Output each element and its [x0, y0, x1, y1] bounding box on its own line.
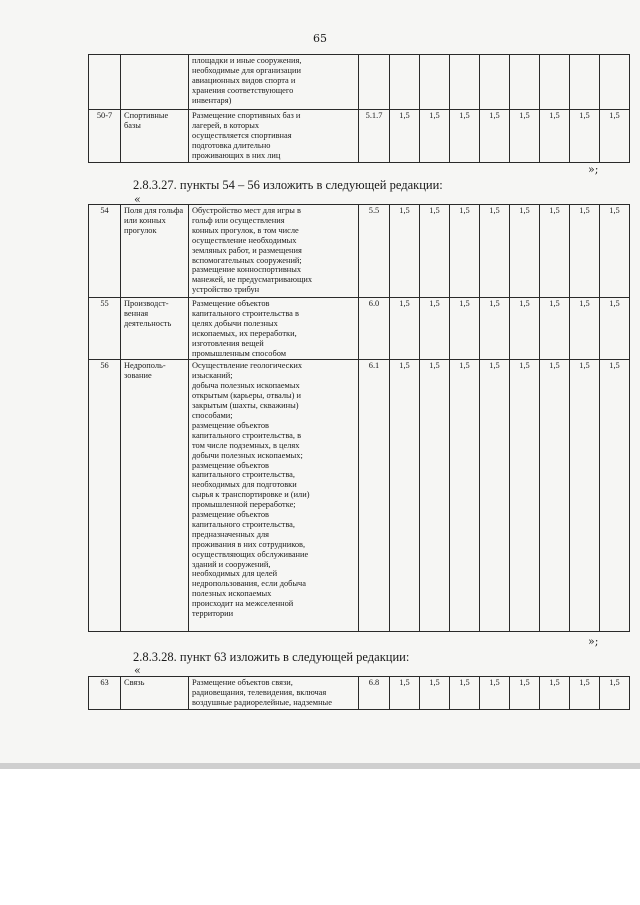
description-line: Осуществление геологических — [192, 361, 303, 371]
description-line: добычи полезных ископаемых; — [192, 450, 303, 460]
coefficient-cell: 1,5 — [480, 205, 510, 298]
description-line: устройство трибун — [192, 285, 260, 295]
description-line: Размещение объектов — [192, 299, 270, 308]
item-name — [121, 55, 189, 110]
description-line: размещение конноспортивных — [192, 265, 302, 275]
item-code: 5.1.7 — [359, 110, 390, 163]
coefficient-cell: 1,5 — [390, 110, 420, 163]
page-number: 65 — [313, 32, 327, 45]
description-line: целях добычи полезных — [192, 318, 278, 328]
coefficient-cell: 1,5 — [390, 298, 420, 360]
item-number: 54 — [89, 205, 121, 298]
coefficient-cell — [450, 55, 480, 110]
item-number: 56 — [89, 360, 121, 632]
table-row — [89, 110, 630, 163]
description-line: необходимые для организации — [192, 65, 301, 75]
description-line: капитального строительства, — [192, 519, 295, 529]
description-line: вспомогательных сооружений; — [192, 255, 302, 265]
item-code: 5.5 — [359, 205, 390, 298]
item-number: 55 — [89, 298, 121, 360]
description-line: осуществляющих обслуживание — [192, 549, 309, 559]
description-line: капитального строительства, в — [192, 430, 302, 440]
table-row — [89, 55, 630, 110]
table-row — [89, 205, 630, 298]
section-heading: 2.8.3.27. пункты 54 – 56 изложить в следующей редакции: — [133, 178, 443, 192]
description-line: открытым (карьеры, отвалы) и — [192, 391, 302, 401]
description-line: площадки и иные сооружения, — [192, 56, 302, 65]
description-line: радиовещания, телевидения, включая — [192, 687, 327, 697]
description-line: размещение объектов — [192, 510, 269, 520]
coefficient-cell — [420, 55, 450, 110]
coefficient-cell: 1,5 — [480, 110, 510, 163]
coefficient-cell: 1,5 — [600, 677, 630, 710]
item-name: Поля для гольфа или конных прогулок — [121, 205, 189, 298]
coefficient-cell: 1,5 — [510, 205, 540, 298]
item-description — [189, 677, 359, 710]
coefficient-cell: 1,5 — [540, 677, 570, 710]
closing-quote: »; — [588, 635, 599, 648]
coefficient-cell — [570, 55, 600, 110]
opening-quote: « — [134, 664, 141, 677]
coefficient-cell: 1,5 — [600, 360, 630, 632]
item-name: Производст-венная деятельность — [121, 298, 189, 360]
item-name: Связь — [121, 677, 189, 710]
description-line: проживающих в них лиц — [192, 150, 281, 160]
item-description — [189, 298, 359, 360]
description-line: гольф или осуществления — [192, 215, 285, 225]
description-line: промышленным способом — [192, 348, 287, 358]
description-line: изготовления вещей — [192, 338, 264, 348]
item-description — [189, 205, 359, 298]
description-line: Размещение объектов связи, — [192, 678, 293, 687]
description-line: капитального строительства, — [192, 470, 295, 480]
coefficient-cell: 1,5 — [420, 110, 450, 163]
scan-edge — [0, 763, 640, 769]
coefficient-cell — [510, 55, 540, 110]
coefficient-cell: 1,5 — [570, 360, 600, 632]
table-row — [89, 677, 630, 710]
coefficient-cell: 1,5 — [510, 110, 540, 163]
coefficient-cell: 1,5 — [540, 360, 570, 632]
coefficient-cell: 1,5 — [450, 360, 480, 632]
description-line: осуществляется спортивная — [192, 130, 292, 140]
description-line: конных прогулок, в том числе — [192, 225, 299, 235]
description-line: Размещение спортивных баз и — [192, 111, 301, 120]
description-line: размещение объектов — [192, 420, 269, 430]
coefficient-cell: 1,5 — [570, 205, 600, 298]
coefficient-cell: 1,5 — [510, 677, 540, 710]
description-line: лагерей, в которых — [192, 120, 260, 130]
coefficient-cell: 1,5 — [480, 298, 510, 360]
description-line: происходит на межселенной — [192, 599, 294, 609]
coefficient-cell — [600, 55, 630, 110]
table-row — [89, 298, 630, 360]
coefficient-cell — [390, 55, 420, 110]
coefficient-cell: 1,5 — [480, 677, 510, 710]
item-code: 6.8 — [359, 677, 390, 710]
description-line: необходимых для целей — [192, 569, 278, 579]
description-line: воздушные радиорелейные, надземные — [192, 697, 332, 707]
description-line: добыча полезных ископаемых — [192, 381, 300, 391]
coefficient-cell: 1,5 — [540, 110, 570, 163]
coefficient-cell: 1,5 — [570, 110, 600, 163]
description-line: сырья к транспортировке и (или) — [192, 490, 310, 500]
coefficient-cell: 1,5 — [450, 110, 480, 163]
item-number: 50-7 — [89, 110, 121, 163]
coefficient-cell: 1,5 — [420, 298, 450, 360]
description-line: том числе подземных, в целях — [192, 440, 300, 450]
coefficient-cell: 1,5 — [570, 298, 600, 360]
section-heading: 2.8.3.28. пункт 63 изложить в следующей редакции: — [133, 650, 410, 664]
description-line: изысканий; — [192, 371, 233, 381]
description-line: способами; — [192, 410, 233, 420]
description-line: зданий и сооружений, — [192, 559, 271, 569]
coefficient-cell: 1,5 — [390, 677, 420, 710]
coefficient-cell: 1,5 — [510, 298, 540, 360]
table-items-54-56 — [88, 204, 630, 632]
coefficient-cell: 1,5 — [540, 298, 570, 360]
coefficient-cell: 1,5 — [420, 677, 450, 710]
description-line: осуществление необходимых — [192, 235, 297, 245]
description-line: проживания в них сотрудников, — [192, 539, 306, 549]
coefficient-cell — [480, 55, 510, 110]
item-code: 6.1 — [359, 360, 390, 632]
description-line: необходимых для подготовки — [192, 480, 297, 490]
description-line: авиационных видов спорта и — [192, 75, 296, 85]
coefficient-cell: 1,5 — [420, 205, 450, 298]
item-code — [359, 55, 390, 110]
coefficient-cell: 1,5 — [450, 298, 480, 360]
description-line: капитального строительства в — [192, 308, 299, 318]
description-line: размещение объектов — [192, 460, 269, 470]
item-number — [89, 55, 121, 110]
coefficient-cell: 1,5 — [540, 205, 570, 298]
description-line: манежей, не предусматривающих — [192, 275, 313, 285]
item-name: Спортивные базы — [121, 110, 189, 163]
description-line: полезных ископаемых — [192, 589, 272, 599]
coefficient-cell: 1,5 — [450, 677, 480, 710]
coefficient-cell: 1,5 — [600, 298, 630, 360]
item-description — [189, 55, 359, 110]
item-description — [189, 360, 359, 632]
coefficient-cell: 1,5 — [570, 677, 600, 710]
description-line: территории — [192, 609, 234, 619]
item-description — [189, 110, 359, 163]
description-line: промышленной переработке; — [192, 500, 296, 510]
description-line: Обустройство мест для игры в — [192, 206, 301, 215]
item-name: Недрополь-зование — [121, 360, 189, 632]
coefficient-cell: 1,5 — [390, 205, 420, 298]
table-row — [89, 360, 630, 632]
coefficient-cell: 1,5 — [510, 360, 540, 632]
coefficient-cell: 1,5 — [600, 205, 630, 298]
coefficient-cell: 1,5 — [480, 360, 510, 632]
closing-quote: »; — [588, 163, 599, 176]
opening-quote: « — [134, 193, 141, 206]
description-line: предназначенных для — [192, 529, 270, 539]
coefficient-cell: 1,5 — [420, 360, 450, 632]
table-continuation — [88, 54, 630, 163]
description-line: подготовка длительно — [192, 140, 271, 150]
item-code: 6.0 — [359, 298, 390, 360]
description-line: земляных работ, и размещения — [192, 245, 302, 255]
coefficient-cell: 1,5 — [600, 110, 630, 163]
coefficient-cell: 1,5 — [450, 205, 480, 298]
description-line: закрытым (шахты, скважины) — [192, 401, 299, 411]
description-line: ископаемых, их переработки, — [192, 328, 297, 338]
coefficient-cell — [540, 55, 570, 110]
coefficient-cell: 1,5 — [390, 360, 420, 632]
description-line: инвентаря) — [192, 95, 232, 105]
description-line: хранения соответствующего — [192, 85, 294, 95]
description-line: недропользования, если добыча — [192, 579, 306, 589]
item-number: 63 — [89, 677, 121, 710]
table-item-63 — [88, 676, 630, 710]
